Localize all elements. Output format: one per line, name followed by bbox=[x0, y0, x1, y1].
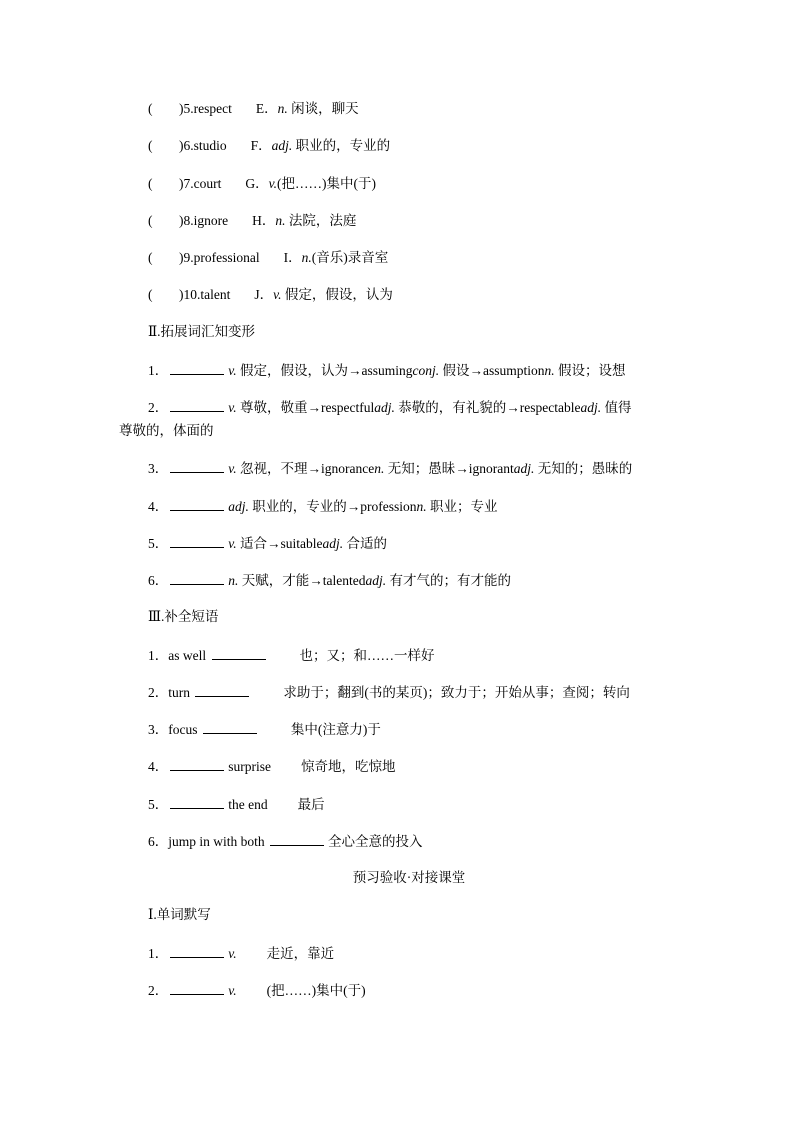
item-number: 5． bbox=[148, 536, 169, 551]
item-number: 1． bbox=[148, 648, 169, 663]
dictation-row bbox=[148, 944, 334, 963]
item-text: 合适的 bbox=[346, 536, 388, 551]
phrase-text: jump in with both bbox=[168, 834, 265, 849]
item-text: 天赋，才能→talented bbox=[241, 573, 366, 588]
pos-label: adj. bbox=[271, 138, 293, 153]
item-text: 忽视，不理→ignorance bbox=[240, 461, 375, 476]
dictation-row bbox=[148, 981, 366, 1000]
match-meaning: 闲谈，聊天 bbox=[291, 101, 359, 116]
match-letter: H． bbox=[252, 213, 276, 228]
vocab-row bbox=[148, 459, 632, 478]
item-text: 恭敬的，有礼貌的→respectable bbox=[398, 400, 581, 415]
item-number: 1． bbox=[148, 363, 169, 378]
answer-blank[interactable] bbox=[170, 757, 224, 771]
pos-label: v. bbox=[228, 983, 237, 998]
section-heading: 预习验收·对接课堂 bbox=[352, 870, 466, 885]
phrase-row bbox=[148, 757, 396, 776]
item-text: 值得 bbox=[604, 400, 632, 415]
phrase-row bbox=[148, 683, 630, 702]
phrase-row bbox=[148, 832, 423, 851]
answer-blank[interactable] bbox=[170, 398, 224, 412]
item-text: 职业的，专业的→profession bbox=[252, 499, 417, 514]
match-meaning: 假定，假设，认为 bbox=[284, 287, 393, 302]
phrase-text: surprise bbox=[228, 759, 271, 774]
matching-row bbox=[148, 249, 388, 267]
phrase-text: turn bbox=[168, 685, 190, 700]
phrase-meaning: 惊奇地，吃惊地 bbox=[301, 759, 396, 774]
phrase-meaning: 集中(注意力)于 bbox=[290, 722, 381, 737]
item-number: 6． bbox=[148, 573, 169, 588]
item-number: 4． bbox=[148, 759, 169, 774]
answer-blank[interactable] bbox=[195, 683, 249, 697]
phrase-meaning: 最后 bbox=[297, 797, 325, 812]
item-number: 2． bbox=[148, 400, 169, 415]
answer-blank[interactable] bbox=[270, 832, 324, 846]
match-letter: E． bbox=[255, 101, 278, 116]
vocab-row-continued: 尊敬的，体面的 bbox=[119, 423, 214, 438]
answer-blank[interactable] bbox=[170, 534, 224, 548]
phrase-meaning: 求助于；翻到(书的某页)；致力于；开始从事；查阅；转向 bbox=[283, 685, 630, 700]
answer-paren[interactable]: ( bbox=[148, 213, 153, 228]
pos-label: adj. bbox=[513, 461, 535, 476]
phrase-row bbox=[148, 720, 381, 739]
match-letter: F． bbox=[250, 138, 272, 153]
phrase-meaning: 全心全意的投入 bbox=[328, 834, 423, 849]
vocab-row bbox=[148, 534, 387, 553]
match-item: )8.ignore bbox=[179, 213, 229, 228]
vocab-row bbox=[148, 571, 511, 590]
item-text: 有才气的；有才能的 bbox=[389, 573, 511, 588]
pos-label: v. bbox=[228, 400, 237, 415]
match-item: )6.studio bbox=[179, 138, 227, 153]
match-letter: I． bbox=[283, 250, 302, 265]
answer-blank[interactable] bbox=[170, 361, 224, 375]
match-meaning: 法院，法庭 bbox=[288, 213, 357, 228]
item-text: 假定，假设，认为→assuming bbox=[240, 363, 413, 378]
item-text: 无知；愚昧→ignorant bbox=[387, 461, 514, 476]
vocab-row bbox=[148, 398, 631, 417]
match-letter: J． bbox=[254, 287, 274, 302]
answer-blank[interactable] bbox=[170, 497, 224, 511]
item-text: 假设→assumption bbox=[442, 363, 545, 378]
answer-blank[interactable] bbox=[212, 646, 266, 660]
vocab-row bbox=[148, 497, 498, 516]
pos-label: v. bbox=[228, 461, 237, 476]
phrase-row bbox=[148, 646, 435, 665]
dictation-meaning: (把……)集中(于) bbox=[266, 983, 366, 998]
item-number: 2． bbox=[148, 983, 169, 998]
answer-blank[interactable] bbox=[203, 720, 257, 734]
answer-paren[interactable]: ( bbox=[148, 138, 153, 153]
item-text: 假设；设想 bbox=[558, 363, 626, 378]
phrase-text: as well bbox=[168, 648, 207, 663]
pos-label: adj. bbox=[228, 499, 249, 514]
pos-label: v. bbox=[273, 287, 282, 302]
pos-label: n. bbox=[416, 499, 427, 514]
pos-label: n. bbox=[277, 101, 288, 116]
answer-blank[interactable] bbox=[170, 981, 224, 995]
pos-label: adj. bbox=[580, 400, 602, 415]
matching-row bbox=[148, 212, 356, 230]
match-meaning: 职业的，专业的 bbox=[295, 138, 391, 153]
phrase-text: the end bbox=[228, 797, 268, 812]
dictation-meaning: 走近，靠近 bbox=[266, 946, 335, 961]
answer-paren[interactable]: ( bbox=[148, 250, 153, 265]
answer-blank[interactable] bbox=[170, 795, 224, 809]
pos-label: conj. bbox=[412, 363, 440, 378]
pos-label: v. bbox=[228, 363, 237, 378]
matching-row bbox=[148, 100, 359, 118]
section-title: Ⅰ.单词默写 bbox=[148, 907, 211, 922]
answer-blank[interactable] bbox=[170, 571, 224, 585]
matching-row bbox=[148, 286, 393, 304]
pos-label: adj. bbox=[322, 536, 344, 551]
answer-paren[interactable]: ( bbox=[148, 176, 153, 191]
pos-label: v. bbox=[268, 176, 277, 191]
match-letter: G． bbox=[245, 176, 269, 191]
pos-label: n. bbox=[544, 363, 555, 378]
match-item: )10.talent bbox=[179, 287, 231, 302]
pos-label: n. bbox=[301, 250, 312, 265]
item-text: 无知的；愚昧的 bbox=[537, 461, 633, 476]
pos-label: adj. bbox=[365, 573, 387, 588]
match-item: )7.court bbox=[179, 176, 222, 191]
match-meaning: (把……)集中(于) bbox=[276, 176, 376, 191]
item-number: 1． bbox=[148, 946, 169, 961]
pos-label: v. bbox=[228, 536, 237, 551]
item-text: 适合→suitable bbox=[240, 536, 323, 551]
item-number: 5． bbox=[148, 797, 169, 812]
matching-row bbox=[148, 137, 390, 155]
match-item: )9.professional bbox=[179, 250, 260, 265]
match-item: )5.respect bbox=[179, 101, 232, 116]
pos-label: v. bbox=[228, 946, 237, 961]
item-text: 职业；专业 bbox=[430, 499, 498, 514]
answer-blank[interactable] bbox=[170, 944, 224, 958]
item-number: 4． bbox=[148, 499, 169, 514]
pos-label: n. bbox=[374, 461, 385, 476]
match-meaning: (音乐)录音室 bbox=[311, 250, 389, 265]
item-text: 尊敬，敬重→respectful bbox=[240, 400, 375, 415]
answer-paren[interactable]: ( bbox=[148, 287, 153, 302]
vocab-row bbox=[148, 361, 626, 380]
item-number: 3． bbox=[148, 461, 169, 476]
pos-label: n. bbox=[228, 573, 239, 588]
matching-row bbox=[148, 175, 376, 193]
item-number: 6． bbox=[148, 834, 169, 849]
section-title: Ⅲ.补全短语 bbox=[148, 609, 219, 624]
item-number: 3． bbox=[148, 722, 169, 737]
phrase-meaning: 也；又；和……一样好 bbox=[299, 648, 435, 663]
answer-blank[interactable] bbox=[170, 459, 224, 473]
pos-label: adj. bbox=[374, 400, 395, 415]
item-number: 2． bbox=[148, 685, 169, 700]
section-title: Ⅱ.拓展词汇知变形 bbox=[148, 324, 256, 339]
pos-label: n. bbox=[275, 213, 286, 228]
answer-paren[interactable]: ( bbox=[148, 101, 153, 116]
phrase-text: focus bbox=[168, 722, 198, 737]
phrase-row bbox=[148, 795, 325, 814]
